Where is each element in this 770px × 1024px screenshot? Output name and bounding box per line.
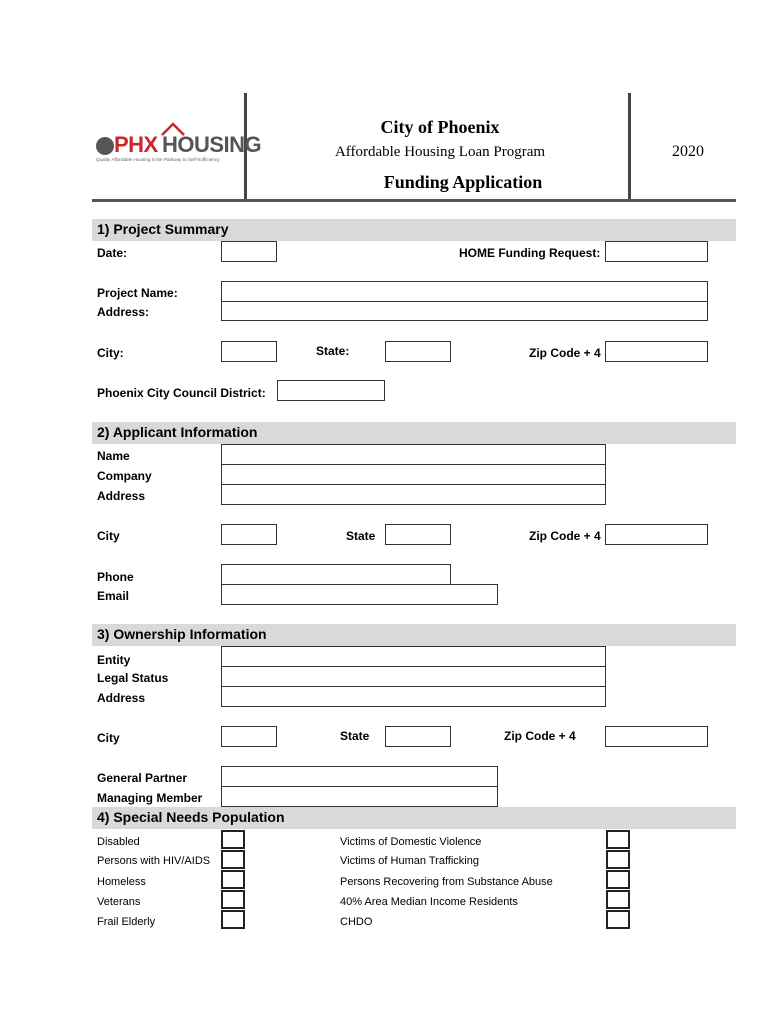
need-label-human-trafficking: Victims of Human Trafficking (340, 855, 479, 867)
owner-city-label: City (97, 731, 120, 745)
applicant-email-label: Email (97, 589, 130, 603)
section-heading: 2) Applicant Information (97, 424, 258, 440)
checkbox-hiv-aids[interactable] (221, 850, 245, 869)
project-address-label: Address: (97, 305, 150, 319)
logo-tagline: Quality Affordable Housing is the Pathway to Self-Sufficiency (96, 157, 220, 162)
owner-city-field[interactable] (221, 726, 277, 747)
project-city-field[interactable] (221, 341, 277, 362)
owner-zip-label: Zip Code + 4 (504, 729, 576, 743)
council-district-label: Phoenix City Council District: (97, 386, 266, 400)
general-partner-label: General Partner (97, 771, 188, 785)
entity-label: Entity (97, 653, 131, 667)
owner-zip-field[interactable] (605, 726, 708, 747)
checkbox-human-trafficking[interactable] (606, 850, 630, 869)
applicant-zip-field[interactable] (605, 524, 708, 545)
page-title: Funding Application (383, 172, 543, 192)
need-label-substance-abuse: Persons Recovering from Substance Abuse (340, 876, 553, 888)
need-label-disabled: Disabled (97, 836, 140, 848)
legal-status-field[interactable] (221, 666, 606, 687)
section-heading: 4) Special Needs Population (97, 809, 285, 825)
section-heading: 1) Project Summary (97, 221, 229, 237)
checkbox-homeless[interactable] (221, 870, 245, 889)
applicant-address-label: Address (97, 489, 146, 503)
applicant-zip-label: Zip Code + 4 (529, 529, 601, 543)
legal-status-label: Legal Status (97, 671, 169, 685)
council-district-field[interactable] (277, 380, 385, 401)
general-partner-field[interactable] (221, 766, 498, 787)
checkbox-domestic-violence[interactable] (606, 830, 630, 849)
section-ownership-information (92, 624, 736, 646)
header-city: City of Phoenix (380, 117, 500, 137)
need-label-frail-elderly: Frail Elderly (97, 916, 156, 928)
need-label-homeless: Homeless (97, 876, 146, 888)
project-name-label: Project Name: (97, 286, 178, 300)
section-applicant-information (92, 422, 736, 444)
section-heading: 3) Ownership Information (97, 626, 267, 642)
applicant-state-field[interactable] (385, 524, 451, 545)
phx-housing-logo (96, 122, 262, 166)
project-zip-label: Zip Code + 4 (529, 346, 601, 360)
logo-text-housing: HOUSING (162, 132, 262, 157)
home-funding-label: HOME Funding Request: (459, 246, 601, 260)
need-label-hiv-aids: Persons with HIV/AIDS (97, 855, 211, 867)
project-name-field[interactable] (221, 281, 708, 302)
applicant-email-field[interactable] (221, 584, 498, 605)
managing-member-label: Managing Member (97, 791, 203, 805)
applicant-city-label: City (97, 529, 120, 543)
applicant-company-field[interactable] (221, 464, 606, 485)
checkbox-veterans[interactable] (221, 890, 245, 909)
need-label-ami-residents: 40% Area Median Income Residents (340, 896, 518, 908)
logo-text-phx: PHX (114, 132, 158, 157)
header-program: Affordable Housing Loan Program (334, 144, 546, 160)
applicant-phone-label: Phone (97, 570, 134, 584)
header-year: 2020 (672, 143, 704, 160)
project-city-label: City: (97, 346, 124, 360)
project-state-field[interactable] (385, 341, 451, 362)
owner-address-field[interactable] (221, 686, 606, 707)
need-label-domestic-violence: Victims of Domestic Violence (340, 836, 482, 848)
applicant-phone-field[interactable] (221, 564, 451, 585)
checkbox-substance-abuse[interactable] (606, 870, 630, 889)
header-bottom-rule (92, 199, 736, 202)
applicant-state-label: State (346, 529, 376, 543)
project-state-label: State: (316, 344, 350, 358)
date-label: Date: (97, 246, 128, 260)
checkbox-ami-residents[interactable] (606, 890, 630, 909)
need-label-veterans: Veterans (97, 896, 141, 908)
managing-member-field[interactable] (221, 786, 498, 807)
project-address-field[interactable] (221, 301, 708, 321)
applicant-name-label: Name (97, 449, 130, 463)
owner-state-label: State (340, 729, 370, 743)
entity-field[interactable] (221, 646, 606, 667)
section-special-needs (92, 807, 736, 829)
logo-emblem-icon (96, 137, 114, 155)
applicant-name-field[interactable] (221, 444, 606, 465)
applicant-address-field[interactable] (221, 484, 606, 505)
checkbox-chdo[interactable] (606, 910, 630, 929)
date-field[interactable] (221, 241, 277, 262)
checkbox-disabled[interactable] (221, 830, 245, 849)
applicant-company-label: Company (97, 469, 152, 483)
applicant-city-field[interactable] (221, 524, 277, 545)
home-funding-field[interactable] (605, 241, 708, 262)
checkbox-frail-elderly[interactable] (221, 910, 245, 929)
need-label-chdo: CHDO (340, 916, 373, 928)
owner-state-field[interactable] (385, 726, 451, 747)
section-project-summary (92, 219, 736, 241)
project-zip-field[interactable] (605, 341, 708, 362)
owner-address-label: Address (97, 691, 146, 705)
